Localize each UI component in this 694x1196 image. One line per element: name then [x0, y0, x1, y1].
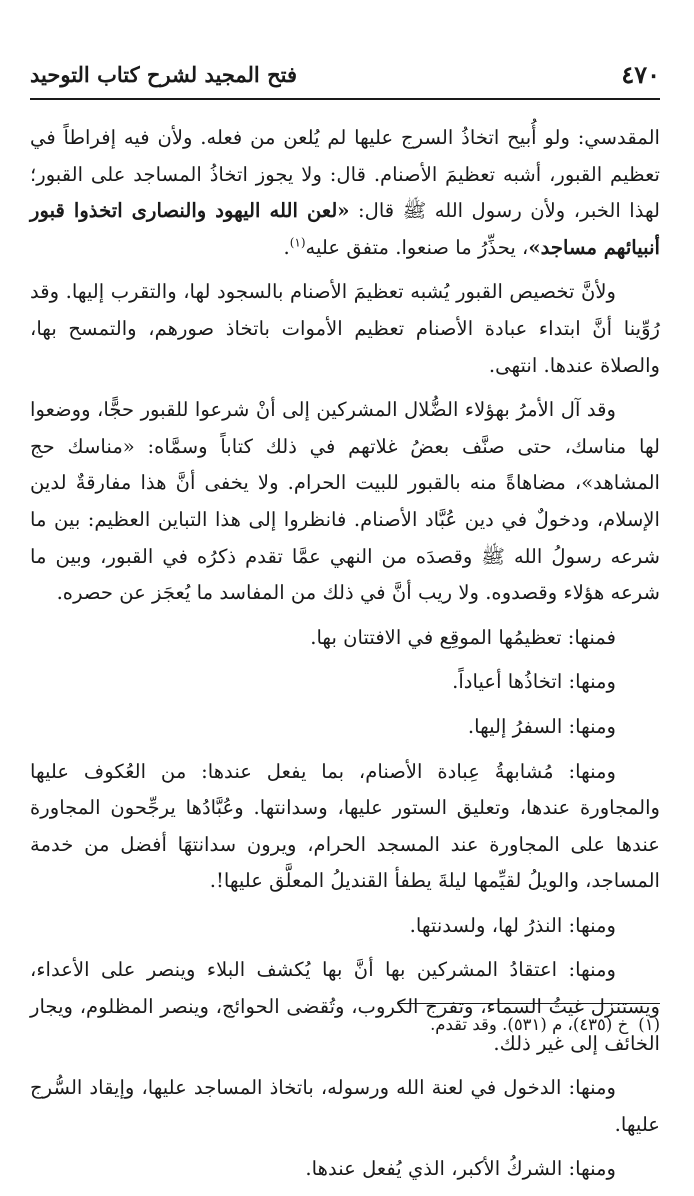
footnote-divider: [398, 1003, 660, 1004]
hadith-quote: «لعن الله اليهود والنصارى اتخذوا قبور أنبيائهم مساجد»: [30, 199, 660, 259]
list-item: ومنها: الشركُ الأكبر، الذي يُفعل عندها.: [305, 1157, 616, 1181]
paragraph: وقد آل الأمرُ بهؤلاء الضُّلال المشركين إلى أنْ شرعوا للقبور حجًّا، ووضعوا لها مناسك، حتى صنَّف بعضُ غلاتهم في ذلك كتاباً وسمَّاه: «مناسك حج المشاهد»، مضاهاةً منه بالقبور للبيت الحرام. ولا يخفى أنَّ هذا مفارقةٌ لدين الإسلام، ودخولٌ في دين عُبَّاد الأصنام. فانظروا إلى هذا التباين العظيم: بين ما شرعه رسولُ الله ﷺ وقصدَه من النهي عمَّا تقدم ذكرُه في القبور، وبين ما شرعه هؤلاء وقصدوه. ولا ريب أنَّ في ذلك من المفاسد ما يُعجَز عن حصره.: [30, 398, 660, 605]
list-item: ومنها: الدخول في لعنة الله ورسوله، باتخاذ المساجد عليها، وإيقاد السُّرج عليها.: [30, 1076, 660, 1136]
page-number: ٤٧٠: [621, 60, 660, 89]
list-item: ومنها: النذرُ لها، ولسدنتها.: [409, 913, 616, 937]
list-item: ومنها: السفرُ إليها.: [467, 714, 616, 738]
paragraph: المقدسي: ولو أُبيح اتخاذُ السرج عليها لم يُلعن من فعله. ولأن فيه إفراطاً في تعظيم القبور، أشبه تعظيمَ الأصنام. قال: ولا يجوز اتخاذُ المساجد على القبور؛ لهذا الخبر، ولأن رسول الله ﷺ قال: «لعن الله اليهود والنصارى اتخذوا قبور أنبيائهم مساجد»، يحذِّرُ ما صنعوا. متفق عليه$^{(١)}$.: [30, 126, 660, 259]
footnote-text: خ (٤٣٥)، م (٥٣١). وقد تقدم.: [430, 1015, 629, 1034]
list-item: ومنها: مُشابهةُ عِبادة الأصنام، بما يفعل عندها: من العُكوف عليها والمجاورة عندها، وتعليق الستور عليها، وسدانتها. وعُبَّادُها يرجِّحون المجاورة عندها على المجاورة عند المسجد الحرام، ويرون سدانتهَا أفضل من خدمة المساجد، والويلُ لقيِّمها ليلةَ يطفأ القنديلُ المعلَّق عليها!.: [30, 759, 660, 893]
footnote: [30, 1012, 660, 1038]
list-item: ومنها: اتخاذُها أعياداً.: [452, 670, 616, 694]
list-item: ومنها: اعتقادُ المشركين بها أنَّ بها يُكشف البلاء وينصر على الأعداء، ويستنزل غيثُ السماء، وتفرج الكروب، وتُقضى الحوائج، وينصر المظلوم، ويجار الخائف إلى غير ذلك.: [30, 958, 660, 1055]
paragraph: ولأنَّ تخصيص القبور يُشبه تعظيمَ الأصنام بالسجود لها، والتقرب إليها. وقد رُوِّينا أنَّ ابتداء عبادة الأصنام تعظيم الأموات باتخاذ صورهم، والتمسح بها، والصلاة عندها. انتهى.: [30, 280, 660, 377]
footnote-reference: (١): [289, 235, 306, 250]
page-header: [30, 54, 660, 100]
footnote-number: (١): [638, 1015, 660, 1034]
running-title: فتح المجيد لشرح كتاب التوحيد: [30, 62, 298, 87]
list-item: فمنها: تعظيمُها الموقِع في الافتتان بها.: [310, 625, 616, 649]
